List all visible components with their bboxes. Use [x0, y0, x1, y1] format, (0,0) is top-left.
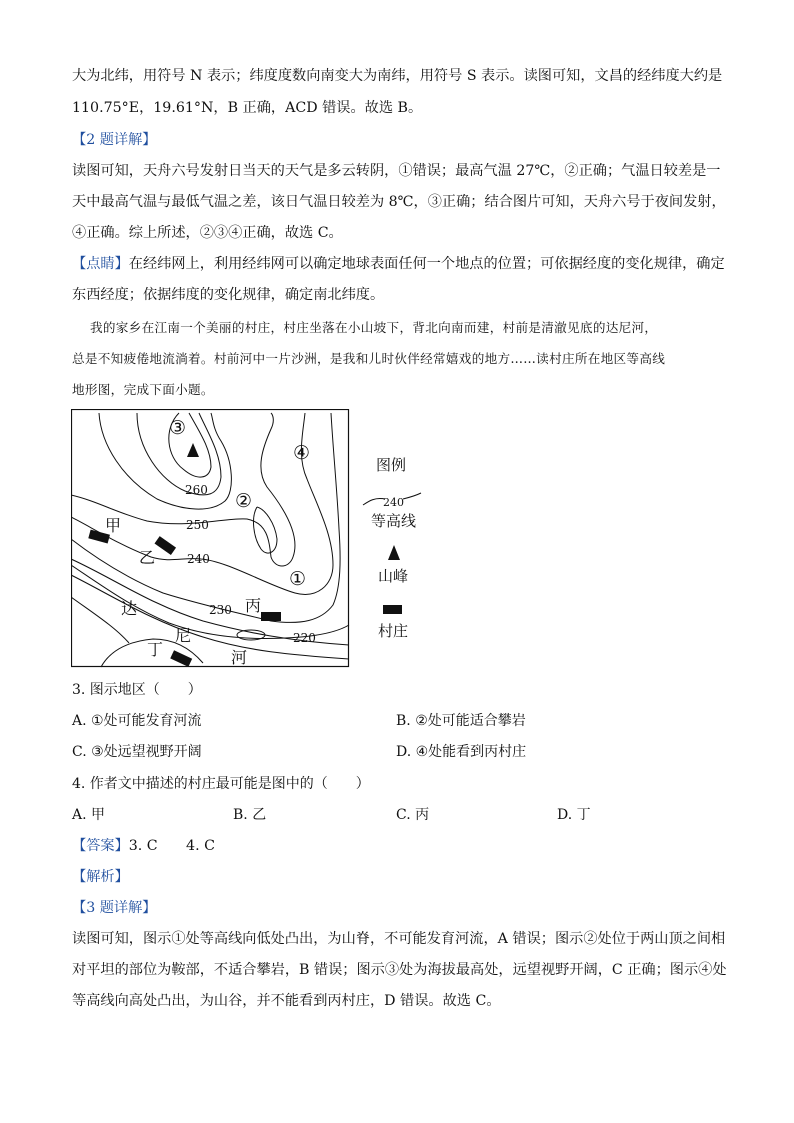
map-legend	[355, 409, 435, 669]
legend-peak-label: 山峰	[378, 567, 409, 585]
q3-detail-line-3: 等高线向高处凸出，为山谷，并不能看到丙村庄，D 错误。故选 C。	[72, 993, 501, 1009]
legend-village-label: 村庄	[378, 622, 409, 640]
q2-line-1: 读图可知，天舟六号发射日当天的天气是多云转阴，①错误；最高气温 27℃，②正确；气温日较差是一	[72, 163, 721, 179]
village-bing-icon	[261, 612, 281, 621]
q4-option-d: D. 丁	[557, 807, 591, 823]
q3-detail-line-1: 读图可知，图示①处等高线向低处凸出，为山脊，不可能发育河流，A 错误；图示②处位于两山顶之间相	[72, 931, 726, 947]
q4-stem: 4. 作者文中描述的村庄最可能是图中的（ ）	[72, 776, 370, 792]
q3-option-a: A. ①处可能发育河流	[72, 713, 202, 729]
q4-option-b: B. 乙	[233, 807, 267, 823]
village-yi-label: 乙	[139, 548, 156, 567]
river-label-da: 达	[121, 599, 138, 618]
village-bing-label: 丙	[245, 596, 262, 615]
story-line-1: 我的家乡在江南一个美丽的村庄，村庄坐落在小山坡下，背北向南而建，村前是清澈见底的达尼河，	[90, 320, 658, 335]
point-text-1: 在经纬网上，利用经纬网可以确定地球表面任何一个地点的位置；可依据经度的变化规律，确定	[128, 256, 725, 272]
legend-peak-icon	[388, 545, 400, 560]
answer-text: 3. C 4. C	[128, 838, 215, 854]
river-label-he: 河	[231, 648, 248, 667]
contour-label-230: 230	[209, 603, 232, 617]
contour-label-220: 220	[293, 631, 316, 645]
answer-line	[72, 836, 215, 856]
q3-option-b: B. ②处可能适合攀岩	[396, 713, 526, 729]
village-ding-icon	[170, 650, 192, 667]
peak-icon	[187, 443, 199, 457]
analysis-label: 【解析】	[72, 869, 129, 885]
river-bank-south	[71, 575, 349, 659]
q2-header: 【2 题详解】	[72, 132, 157, 148]
q2-line-3: ④正确。综上所述，②③④正确，故选 C。	[72, 225, 343, 241]
intro-line-1: 大为北纬，用符号 N 表示；纬度度数向南变大为南纬，用符号 S 表示。读图可知，文昌的经纬度大约是	[72, 68, 723, 84]
contour-label-260: 260	[185, 483, 208, 497]
q2-line-2: 天中最高气温与最低气温之差，该日气温日较差为 8℃，③正确；结合图片可知，天舟六号于夜间发射，	[72, 194, 726, 210]
story-line-2: 总是不知疲倦地流淌着。村前河中一片沙洲，是我和儿时伙伴经常嬉戏的地方……读村庄所在地区等高线	[72, 351, 666, 366]
answer-label: 【答案】	[72, 838, 129, 854]
contour-label-240: 240	[187, 552, 210, 566]
story-line-3: 地形图，完成下面小题。	[72, 382, 214, 397]
village-yi-icon	[155, 536, 177, 555]
q4-option-c: C. 丙	[396, 807, 430, 823]
legend-contour-value: 240	[383, 496, 404, 509]
village-jia-label: 甲	[105, 516, 122, 535]
river-label-ni: 尼	[175, 626, 192, 645]
contour-map	[71, 409, 351, 669]
q3-stem: 3. 图示地区（ ）	[72, 682, 202, 698]
intro-line-2: 110.75°E，19.61°N，B 正确，ACD 错误。故选 B。	[72, 100, 423, 116]
legend-village-icon	[383, 605, 402, 614]
q3-detail-header: 【3 题详解】	[72, 900, 157, 916]
q3-option-d: D. ④处能看到丙村庄	[396, 744, 527, 760]
point-label: 【点睛】	[72, 256, 129, 272]
point-3-label: ③	[169, 417, 187, 439]
point-line-1	[72, 254, 725, 274]
point-4-label: ④	[293, 442, 311, 464]
point-line-2: 东西经度；依据纬度的变化规律，确定南北纬度。	[72, 287, 385, 303]
legend-contour-label: 等高线	[371, 512, 417, 530]
village-ding-label: 丁	[147, 640, 164, 659]
saddle-contour	[254, 507, 277, 553]
legend-title: 图例	[376, 456, 407, 474]
contour-label-250: 250	[186, 518, 209, 532]
point-2-label: ②	[235, 490, 253, 512]
q3-detail-line-2: 对平坦的部位为鞍部，不适合攀岩，B 错误；图示③处为海拔最高处，远望视野开阔，C 正确；图示④处	[72, 962, 727, 978]
point-1-label: ①	[289, 568, 307, 590]
q3-option-c: C. ③处远望视野开阔	[72, 744, 202, 760]
q4-option-a: A. 甲	[72, 807, 106, 823]
contour-line-250-upper	[99, 413, 231, 509]
